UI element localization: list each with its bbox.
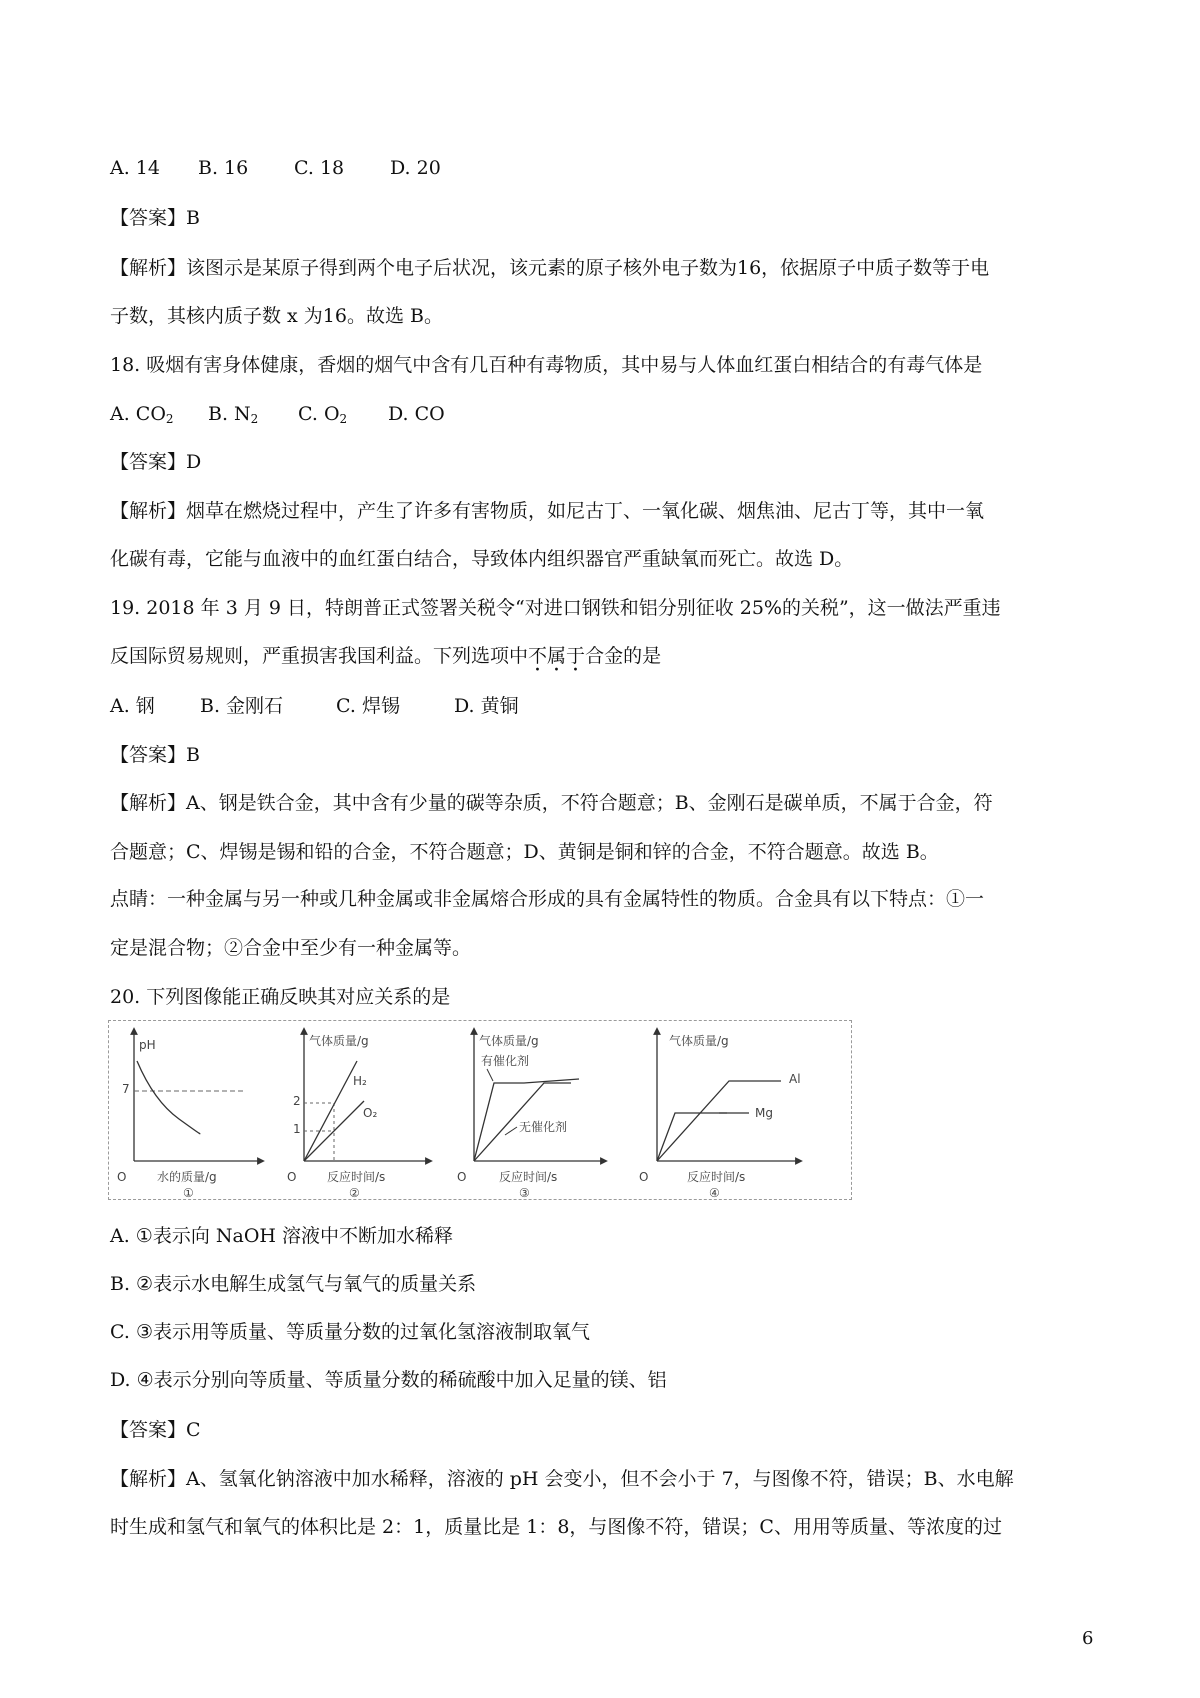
graph-1-ref-label: 7 xyxy=(122,1082,130,1096)
graph-4-origin: O xyxy=(639,1170,649,1184)
q17-option-b: B. 16 xyxy=(198,157,249,179)
graph-2 xyxy=(287,1031,429,1199)
emphasis-dot: 属 xyxy=(547,645,567,667)
graph-3-number: ③ xyxy=(519,1186,530,1199)
q19-options xyxy=(110,694,519,718)
graph-2-h2-label: H₂ xyxy=(353,1074,367,1088)
graph-3-ylabel: 气体质量/g xyxy=(479,1034,539,1048)
q17-answer: 【答案】B xyxy=(110,207,200,229)
graph-1-xlabel: 水的质量/g xyxy=(157,1170,217,1184)
emphasis-dot: 不 xyxy=(528,645,548,667)
q19-comment-line1: 点睛：一种金属与另一种或几种金属或非金属熔合形成的具有金属特性的物质。合金具有以下特点：①一 xyxy=(110,888,985,910)
graph-1-number: ① xyxy=(183,1186,194,1199)
graph-3 xyxy=(457,1031,604,1199)
q18-option-a: A. $CO_2$ xyxy=(110,403,174,426)
q19-stem-line1: 19. 2018 年 3 月 9 日，特朗普正式签署关税令“对进口钢铁和铝分别征收 25%的关税”，这一做法严重违 xyxy=(110,597,1001,619)
graph-2-h2-line xyxy=(304,1061,357,1161)
q18-option-b: B. $N_2$ xyxy=(208,403,259,426)
graph-3-xlabel: 反应时间/s xyxy=(499,1170,558,1184)
q20-figure xyxy=(108,1020,852,1200)
q20-option-b: B. ②表示水电解生成氢气与氧气的质量关系 xyxy=(110,1273,477,1295)
q20-analysis-line2: 时生成和氢气和氧气的体积比是 2：1，质量比是 1：8，与图像不符，错误；C、用用等质量、等浓度的过 xyxy=(110,1516,1002,1538)
q19-option-b: B. 金刚石 xyxy=(200,695,284,717)
q17-analysis-line2: 子数，其核内质子数 x 为16。故选 B。 xyxy=(110,305,443,327)
graph-1-curve xyxy=(137,1061,200,1134)
q17-option-c: C. 18 xyxy=(294,157,345,179)
q18-analysis-line2: 化碳有毒，它能与血液中的血红蛋白结合，导致体内组织器官严重缺氧而死亡。故选 D。 xyxy=(110,548,854,570)
q19-comment-line2: 定是混合物；②合金中至少有一种金属等。 xyxy=(110,937,472,959)
q19-answer: 【答案】B xyxy=(110,744,200,766)
graph-1-origin: O xyxy=(117,1170,127,1184)
graph-2-o2-label: O₂ xyxy=(363,1106,378,1120)
graph-1 xyxy=(117,1031,261,1199)
q20-stem: 20. 下列图像能正确反映其对应关系的是 xyxy=(110,986,451,1008)
graph-4-al-label: Al xyxy=(789,1072,801,1086)
graph-3-nocatalyst-label: 无催化剂 xyxy=(519,1120,568,1134)
graph-2-tick-1: 1 xyxy=(293,1122,301,1136)
q20-answer: 【答案】C xyxy=(110,1419,201,1441)
page-number: 6 xyxy=(1082,1628,1094,1649)
q17-option-a: A. 14 xyxy=(110,157,160,179)
q20-option-a: A. ①表示向 NaOH 溶液中不断加水稀释 xyxy=(110,1225,454,1247)
graph-4-al-line xyxy=(657,1081,781,1161)
q18-analysis-line1: 【解析】烟草在燃烧过程中，产生了许多有害物质，如尼古丁、一氧化碳、烟焦油、尼古丁等，其中一氧 xyxy=(110,500,985,522)
q18-options xyxy=(110,402,445,431)
graph-2-xlabel: 反应时间/s xyxy=(327,1170,386,1184)
q18-option-d: D. CO xyxy=(388,403,445,425)
q20-option-d: D. ④表示分别向等质量、等质量分数的稀硫酸中加入足量的镁、铝 xyxy=(110,1369,667,1391)
graph-4-mg-label: Mg xyxy=(755,1106,773,1120)
graph-3-origin: O xyxy=(457,1170,467,1184)
graph-4 xyxy=(639,1031,801,1199)
q19-analysis-line2: 合题意；C、焊锡是锡和铅的合金，不符合题意；D、黄铜是铜和锌的合金，不符合题意。故选 B。 xyxy=(110,841,939,863)
graph-2-tick-2: 2 xyxy=(293,1094,301,1108)
graph-4-number: ④ xyxy=(709,1186,720,1199)
q18-stem: 18. 吸烟有害身体健康，香烟的烟气中含有几百种有毒物质，其中易与人体血红蛋白相结合的有毒气体是 xyxy=(110,354,983,376)
graph-2-origin: O xyxy=(287,1170,297,1184)
q19-option-d: D. 黄铜 xyxy=(454,695,519,717)
graph-3-catalyst-label: 有催化剂 xyxy=(481,1054,530,1068)
q19-option-c: C. 焊锡 xyxy=(336,695,400,717)
q20-option-c: C. ③表示用等质量、等质量分数的过氧化氢溶液制取氧气 xyxy=(110,1321,590,1343)
q20-graphs xyxy=(109,1021,851,1199)
q18-option-c: C. $O_2$ xyxy=(298,403,348,426)
graph-4-xlabel: 反应时间/s xyxy=(687,1170,746,1184)
emphasis-dot: 于 xyxy=(566,645,586,667)
q17-analysis-line1: 【解析】该图示是某原子得到两个电子后状况，该元素的原子核外电子数为16，依据原子中质子数等于电 xyxy=(110,257,990,279)
q19-option-a: A. 钢 xyxy=(110,695,155,717)
q20-analysis-line1: 【解析】A、氢氧化钠溶液中加水稀释，溶液的 pH 会变小，但不会小于 7，与图像不符，错误；B、水电解 xyxy=(110,1468,1014,1490)
q17-option-d: D. 20 xyxy=(390,157,441,179)
graph-1-ylabel: pH xyxy=(139,1038,156,1052)
graph-2-number: ② xyxy=(349,1186,360,1199)
q19-analysis-line1: 【解析】A、钢是铁合金，其中含有少量的碳等杂质，不符合题意；B、金刚石是碳单质，不属于合金，符 xyxy=(110,792,993,814)
q17-options xyxy=(110,156,441,180)
graph-2-ylabel: 气体质量/g xyxy=(309,1034,369,1048)
graph-4-ylabel: 气体质量/g xyxy=(669,1034,729,1048)
q18-answer: 【答案】D xyxy=(110,451,202,473)
q19-stem-line2: 反国际贸易规则，严重损害我国利益。下列选项中不属于合金的是 xyxy=(110,645,662,667)
graph-4-mg-line xyxy=(657,1113,727,1161)
